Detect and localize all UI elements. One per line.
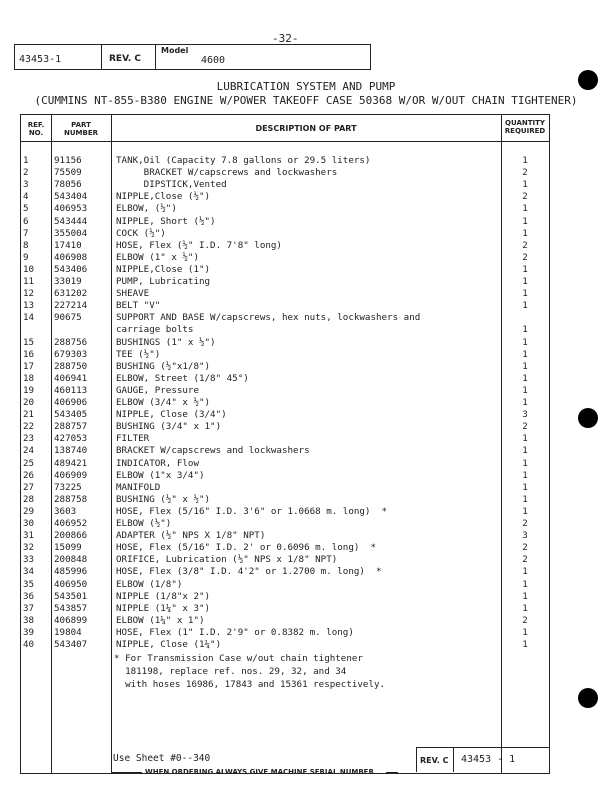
description-cell: BUSHING (3/4" x 1")	[116, 421, 222, 433]
ref-cell: 24	[23, 445, 35, 457]
quantity-cell: 2	[522, 191, 528, 203]
quantity-cell: 1	[522, 348, 528, 360]
part-number-cell: 15099	[54, 542, 82, 554]
description-cell: SUPPORT AND BASE W/capscrews, hex nuts, lockwashers and	[116, 312, 421, 324]
description-cell: NIPPLE,Close (1")	[116, 263, 211, 275]
table-row	[21, 337, 549, 349]
footer-box	[416, 747, 550, 772]
table-row	[21, 639, 549, 651]
part-number-cell: 75509	[54, 167, 82, 179]
table-row	[21, 421, 549, 433]
footer-rule	[386, 772, 398, 773]
quantity-cell: 1	[522, 276, 528, 287]
description-cell: NIPPLE, Short (½")	[116, 215, 216, 227]
ref-cell: 40	[23, 639, 35, 650]
table-row	[21, 167, 549, 179]
quantity-cell: 1	[522, 590, 528, 602]
part-number-cell: 288750	[54, 360, 88, 372]
ref-cell: 9	[23, 251, 29, 263]
quantity-cell: 2	[522, 542, 528, 554]
ref-cell: 18	[23, 372, 35, 384]
part-number-cell: 91156	[54, 155, 82, 166]
table-row	[21, 409, 549, 421]
description-cell: HOSE, Flex (½" I.D. 7'8" long)	[116, 239, 282, 251]
title-line-2: (CUMMINS NT-855-B380 ENGINE W/POWER TAKEOFF CASE 50368 W/OR W/OUT CHAIN TIGHTENER)	[34, 94, 578, 107]
description-cell: ORIFICE, Lubrication (½" NPS x 1/8" NPT)	[116, 554, 338, 566]
col-header-qty	[501, 119, 549, 135]
table-row	[21, 542, 549, 554]
description-cell: DIPSTICK,Vented	[116, 179, 227, 191]
table-row	[21, 252, 549, 264]
footer-text: WHEN ORDERING ALWAYS GIVE MACHINE SERIAL NUMBER	[145, 768, 374, 776]
ref-cell: 25	[23, 457, 35, 469]
description-cell: INDICATOR, Flow	[116, 457, 199, 469]
ref-cell: 22	[23, 421, 35, 433]
ref-cell: 30	[23, 518, 35, 529]
quantity-cell: 1	[522, 227, 528, 239]
table-row	[21, 324, 549, 336]
quantity-cell: 1	[522, 155, 528, 166]
ref-cell: 16	[23, 348, 35, 360]
quantity-cell: 2	[522, 239, 528, 251]
part-number-cell: 78056	[54, 179, 82, 191]
ref-cell: 15	[23, 336, 35, 348]
header-box	[14, 44, 371, 70]
part-number-cell: 73225	[54, 481, 82, 493]
quantity-cell: 1	[522, 445, 528, 457]
ref-cell: 1	[23, 155, 29, 166]
part-number-cell: 406953	[54, 203, 88, 215]
table-row	[21, 579, 549, 591]
ref-cell: 11	[23, 276, 35, 287]
part-number-cell: 406908	[54, 251, 88, 263]
table-row	[21, 530, 549, 542]
ref-cell: 36	[23, 590, 35, 602]
ref-cell: 7	[23, 227, 29, 239]
ref-cell: 34	[23, 566, 35, 578]
quantity-cell: 1	[522, 578, 528, 590]
description-cell: NIPPLE (1¼" x 3")	[116, 602, 211, 614]
part-number-cell: 543404	[54, 191, 88, 203]
table-row	[21, 240, 549, 252]
quantity-cell: 1	[522, 384, 528, 396]
table-row	[21, 494, 549, 506]
quantity-cell: 1	[522, 602, 528, 614]
quantity-cell: 1	[522, 505, 528, 517]
description-cell: NIPPLE,Close (½")	[116, 191, 211, 203]
table-row	[21, 615, 549, 627]
table-row	[21, 591, 549, 603]
part-number-cell: 3603	[54, 505, 77, 517]
ref-cell: 5	[23, 203, 29, 215]
quantity-cell: 1	[522, 215, 528, 227]
quantity-cell: 1	[522, 639, 528, 650]
part-number-cell: 17410	[54, 239, 82, 251]
footnote-line: * For Transmission Case w/out chain tightener	[114, 653, 363, 664]
description-cell: NIPPLE (1/8"x 2")	[116, 590, 211, 602]
footer-rule	[112, 772, 142, 773]
part-number-cell: 90675	[54, 312, 82, 324]
table-row	[21, 397, 549, 409]
header-part-number: 43453-1	[19, 54, 62, 65]
description-cell: SHEAVE	[116, 288, 150, 300]
description-cell: carriage bolts	[116, 324, 194, 336]
footer-rev-cell	[417, 748, 454, 772]
quantity-cell: 1	[522, 457, 528, 469]
ref-cell: 19	[23, 384, 35, 396]
quantity-cell: 3	[522, 530, 528, 542]
ref-cell: 8	[23, 239, 29, 251]
description-cell: BUSHING (½" x ½")	[116, 493, 211, 505]
col-header-desc: DESCRIPTION OF PART	[255, 124, 357, 133]
footnote-line: with hoses 16986, 17843 and 15361 respectively.	[114, 679, 386, 690]
part-number-cell: 406952	[54, 518, 88, 529]
table-row	[21, 482, 549, 494]
table-row	[21, 506, 549, 518]
part-number-cell: 227214	[54, 300, 88, 312]
description-cell: ADAPTER (½" NPS X 1/8" NPT)	[116, 530, 266, 542]
description-cell: HOSE, Flex (5/16" I.D. 3'6" or 1.0668 m. long) *	[116, 505, 388, 517]
description-cell: ELBOW, (½")	[116, 203, 177, 215]
ref-cell: 2	[23, 167, 29, 179]
part-number-cell: 406906	[54, 397, 88, 408]
part-number-cell: 460113	[54, 384, 88, 396]
description-cell: BUSHINGS (1" x ½")	[116, 336, 216, 348]
ref-cell: 23	[23, 433, 35, 445]
ref-cell: 37	[23, 602, 35, 614]
part-number-cell: 427053	[54, 433, 88, 445]
description-cell: ELBOW (3/4" x ½")	[116, 397, 211, 408]
header-model-value: 4600	[201, 55, 226, 66]
description-cell: ELBOW (1" x ½")	[116, 251, 199, 263]
part-number-cell: 355004	[54, 227, 88, 239]
description-cell: ELBOW, Street (1/8" 45°)	[116, 372, 249, 384]
header-model-label: Model	[161, 46, 189, 55]
parts-table	[20, 114, 550, 774]
description-cell: NIPPLE, Close (1¼")	[116, 639, 222, 650]
part-number-cell: 543405	[54, 409, 88, 421]
ref-cell: 38	[23, 614, 35, 626]
footer-rev-label: REV. C	[420, 756, 449, 765]
binder-hole	[578, 408, 598, 428]
table-row	[21, 216, 549, 228]
table-row	[21, 458, 549, 470]
description-cell: PUMP, Lubricating	[116, 276, 211, 287]
col-header-ref-l1: REF.	[27, 121, 45, 129]
description-cell: GAUGE, Pressure	[116, 384, 199, 396]
ref-cell: 10	[23, 263, 35, 275]
quantity-cell: 1	[522, 493, 528, 505]
col-header-part-l2: NUMBER	[63, 129, 98, 137]
part-number-cell: 406909	[54, 469, 88, 481]
table-row	[21, 361, 549, 373]
part-number-cell: 543407	[54, 639, 88, 650]
ref-cell: 32	[23, 542, 35, 554]
description-cell: ELBOW (1"x 3/4")	[116, 469, 205, 481]
quantity-cell: 2	[522, 167, 528, 179]
table-row	[21, 566, 549, 578]
table-row	[21, 312, 549, 324]
part-number-cell: 631202	[54, 288, 88, 300]
table-row	[21, 276, 549, 288]
ref-cell: 28	[23, 493, 35, 505]
col-header-qty-l2: REQUIRED	[504, 127, 546, 135]
col-header-ref	[21, 121, 51, 137]
quantity-cell: 2	[522, 554, 528, 566]
part-number-cell: 33019	[54, 276, 82, 287]
quantity-cell: 1	[522, 263, 528, 275]
binder-hole	[578, 688, 598, 708]
quantity-cell: 1	[522, 566, 528, 578]
part-number-cell: 406899	[54, 614, 88, 626]
quantity-cell: 1	[522, 336, 528, 348]
description-cell: MANIFOLD	[116, 481, 161, 493]
description-cell: HOSE, Flex (1" I.D. 2'9" or 0.8382 m. long)	[116, 626, 354, 638]
col-header-part	[51, 121, 111, 137]
table-row	[21, 288, 549, 300]
description-cell: NIPPLE, Close (3/4")	[116, 409, 227, 421]
table-row	[21, 179, 549, 191]
quantity-cell: 1	[522, 179, 528, 191]
quantity-cell: 2	[522, 518, 528, 529]
table-row	[21, 445, 549, 457]
part-number-cell: 406950	[54, 578, 88, 590]
quantity-cell: 1	[522, 469, 528, 481]
ref-cell: 17	[23, 360, 35, 372]
table-row	[21, 228, 549, 240]
header-rev-cell	[103, 45, 156, 69]
quantity-cell: 2	[522, 614, 528, 626]
col-header-ref-l2: NO.	[28, 129, 44, 137]
binder-hole	[578, 70, 598, 90]
table-row	[21, 385, 549, 397]
ref-cell: 29	[23, 505, 35, 517]
quantity-cell: 1	[522, 288, 528, 300]
part-number-cell: 543406	[54, 263, 88, 275]
quantity-cell: 1	[522, 626, 528, 638]
quantity-cell: 1	[522, 203, 528, 215]
description-cell: HOSE, Flex (5/16" I.D. 2' or 0.6096 m. long) *	[116, 542, 376, 554]
description-cell: ELBOW (½")	[116, 518, 172, 529]
ref-cell: 26	[23, 469, 35, 481]
ref-cell: 20	[23, 397, 35, 408]
footnote-line: 181198, replace ref. nos. 29, 32, and 34	[114, 666, 347, 677]
quantity-cell: 2	[522, 251, 528, 263]
page-number: -32-	[272, 32, 299, 45]
part-number-cell: 543857	[54, 602, 88, 614]
description-cell: ELBOW (1/8")	[116, 578, 183, 590]
header-rev-label: REV. C	[109, 54, 142, 64]
description-cell: BUSHING (½"x1/8")	[116, 360, 211, 372]
table-row	[21, 627, 549, 639]
col-header-part-l1: PART	[71, 121, 91, 129]
ref-cell: 21	[23, 409, 35, 421]
ref-cell: 6	[23, 215, 29, 227]
table-row	[21, 203, 549, 215]
description-cell: HOSE, Flex (3/8" I.D. 4'2" or 1.2700 m. long) *	[116, 566, 382, 578]
quantity-cell: 1	[522, 300, 528, 312]
part-number-cell: 200848	[54, 554, 88, 566]
ref-cell: 12	[23, 288, 35, 300]
description-cell: FILTER	[116, 433, 150, 445]
part-number-cell: 406941	[54, 372, 88, 384]
part-number-cell: 543444	[54, 215, 88, 227]
footer-part-number: 43453 - 1	[461, 754, 516, 765]
description-cell: BRACKET W/capscrews and lockwashers	[116, 445, 310, 457]
table-row	[21, 349, 549, 361]
ref-cell: 33	[23, 554, 35, 566]
part-number-cell: 288757	[54, 421, 88, 433]
table-row	[21, 373, 549, 385]
part-number-cell: 489421	[54, 457, 88, 469]
quantity-cell: 1	[522, 481, 528, 493]
table-row	[21, 433, 549, 445]
quantity-cell: 1	[522, 433, 528, 445]
ref-cell: 27	[23, 481, 35, 493]
description-cell: TANK,Oil (Capacity 7.8 gallons or 29.5 liters)	[116, 155, 371, 166]
quantity-cell: 1	[522, 360, 528, 372]
part-number-cell: 19804	[54, 626, 82, 638]
part-number-cell: 138740	[54, 445, 88, 457]
title-line-1: LUBRICATION SYSTEM AND PUMP	[216, 80, 396, 93]
table-row	[21, 470, 549, 482]
ref-cell: 14	[23, 312, 35, 324]
description-cell: ELBOW (1¼" x 1")	[116, 614, 205, 626]
table-row	[21, 554, 549, 566]
ref-cell: 4	[23, 191, 29, 203]
description-cell: COCK (½")	[116, 227, 166, 239]
ref-cell: 13	[23, 300, 35, 312]
header-part-cell	[15, 45, 102, 69]
part-number-cell: 485996	[54, 566, 88, 578]
header-divider	[21, 141, 549, 142]
table-row	[21, 518, 549, 530]
description-cell: BELT "V"	[116, 300, 161, 312]
ref-cell: 39	[23, 626, 35, 638]
ref-cell: 35	[23, 578, 35, 590]
part-number-cell: 288756	[54, 336, 88, 348]
use-sheet: Use Sheet #0--340	[113, 753, 211, 764]
description-cell: TEE (½")	[116, 348, 161, 360]
part-number-cell: 679303	[54, 348, 88, 360]
description-cell: BRACKET W/capscrews and lockwashers	[116, 167, 338, 179]
part-number-cell: 200866	[54, 530, 88, 542]
quantity-cell: 3	[522, 409, 528, 421]
quantity-cell: 1	[522, 324, 528, 336]
table-row	[21, 191, 549, 203]
col-header-qty-l1: QUANTITY	[505, 119, 545, 127]
part-number-cell: 543501	[54, 590, 88, 602]
table-row	[21, 264, 549, 276]
table-row	[21, 155, 549, 167]
quantity-cell: 1	[522, 372, 528, 384]
quantity-cell: 2	[522, 421, 528, 433]
ref-cell: 31	[23, 530, 35, 542]
part-number-cell: 288758	[54, 493, 88, 505]
table-row	[21, 300, 549, 312]
quantity-cell: 1	[522, 397, 528, 408]
table-row	[21, 603, 549, 615]
ref-cell: 3	[23, 179, 29, 191]
